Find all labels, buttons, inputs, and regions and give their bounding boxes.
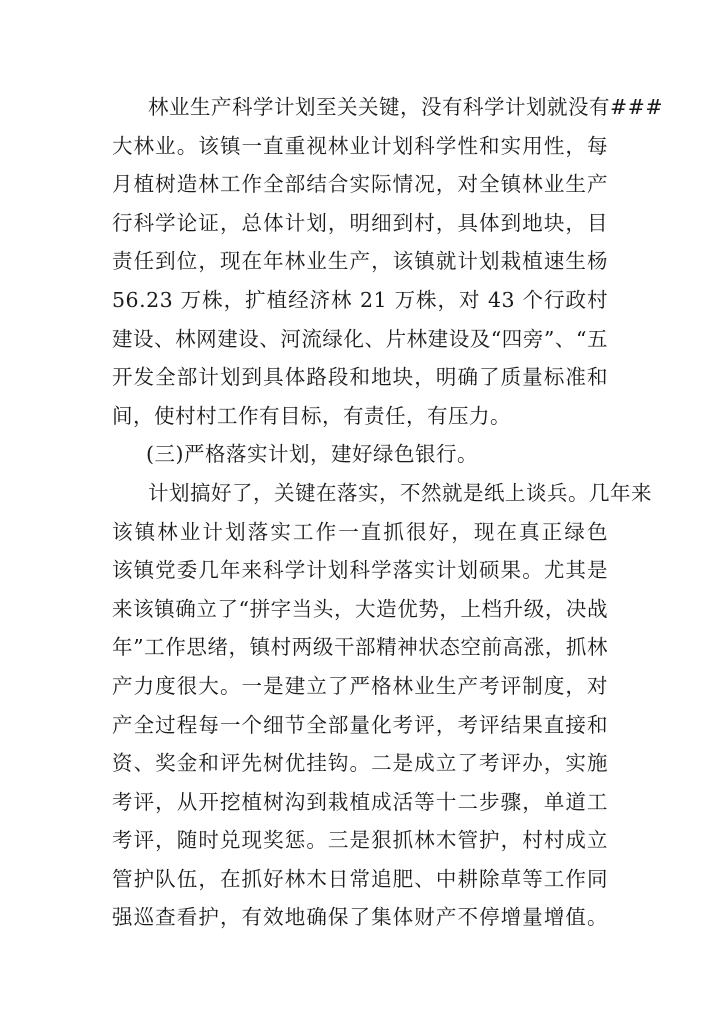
section-heading [112,435,608,474]
text-line: 管护队伍，在抓好林木日常追肥、中耕除草等工作同 [112,866,608,891]
text-line: 建设、林网建设、河流绿化、片林建设及“四旁”、“五 [112,326,608,351]
text-line: 考评，随时兑现奖惩。三是狠抓林木管护，村村成立 [112,828,608,853]
paragraph-planning-importance [112,88,664,435]
text-line: 年”工作思绪，镇村两级干部精神状态空前高涨，抓林 [112,635,608,660]
paragraph-implementation [112,474,652,937]
text-line: 56.23 万株，扩植经济林 21 万株，对 43 个行政村 [112,287,608,312]
heading-line: (三)严格落实计划，建好绿色银行。 [146,442,478,467]
text-line: 考评，从开挖植树沟到栽植成活等十二步骤，单道工 [112,789,608,814]
text-line: 责任到位，现在年林业生产，该镇就计划栽植速生杨 [112,249,608,274]
text-line: 该镇林业计划落实工作一直抓很好，现在真正绿色 [112,519,608,544]
text-line: 产力度很大。一是建立了严格林业生产考评制度，对 [112,673,608,698]
text-line: 大林业。该镇一直重视林业计划科学性和实用性，每 [112,133,608,158]
text-line: 资、奖金和评先树优挂钩。二是成立了考评办，实施 [112,751,608,776]
document-body [112,88,664,937]
text-line: 产全过程每一个细节全部量化考评，考评结果直接和 [112,712,608,737]
text-line: 开发全部计划到具体路段和地块，明确了质量标准和 [112,365,608,390]
text-line: 来该镇确立了“拼字当头，大造优势，上档升级，决战 [112,596,608,621]
text-line: 强巡查看护，有效地确保了集体财产不停增量增值。 [112,905,608,930]
text-line: 计划搞好了，关键在落实，不然就是纸上谈兵。几年来 [148,480,652,505]
text-line: 林业生产科学计划至关关键，没有科学计划就没有### [148,95,664,119]
text-line: 行科学论证，总体计划，明细到村，具体到地块，目 [112,210,608,235]
text-line: 该镇党委几年来科学计划科学落实计划硕果。尤其是 [112,558,608,583]
text-line: 月植树造林工作全部结合实际情况，对全镇林业生产 [112,172,608,197]
text-line: 间，使村村工作有目标，有责任，有压力。 [112,403,511,428]
